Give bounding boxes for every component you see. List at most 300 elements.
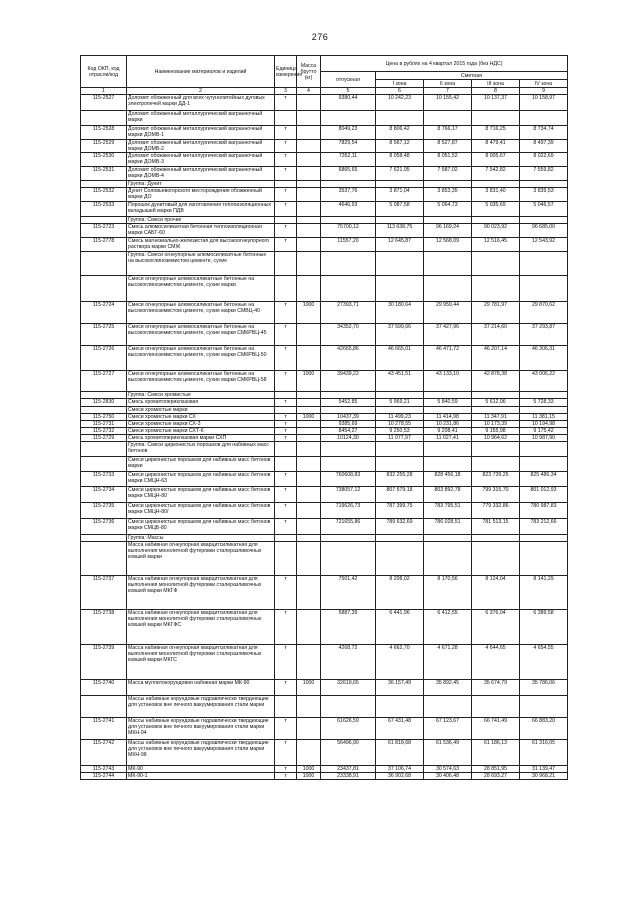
cell-name: Массы набивные корундовые гидравлически твердеющие для установок вне печного вакуумирования стали марки МКН-98 [127, 740, 275, 766]
table-row [81, 392, 568, 399]
cell-name: Смеси огнеупорные алюмосиликатные бетонные на высокоглиноземистом цементе, сухие марки СМКРВЦ-50 [127, 346, 275, 371]
cell-zone-4-price: 11 381,15 [520, 414, 568, 421]
table-row [81, 472, 568, 487]
cell-zone-2-price: 11 027,41 [424, 435, 472, 442]
cell-code: 115-2725 [81, 324, 127, 346]
cell-release-price [321, 442, 376, 457]
cell-zone-1-price: 8 806,42 [376, 126, 424, 140]
cell-unit: т [275, 346, 297, 371]
cell-zone-3-price: 7 542,82 [472, 167, 520, 181]
cell-zone-4-price: 46 306,31 [520, 346, 568, 371]
table-row [81, 140, 568, 153]
cell-name: Смеси огнеупорные алюмосиликатные бетонные на высокоглиноземистом цементе, сухие марки СМКРВЦ-45 [127, 324, 275, 346]
cell-zone-1-price: 37 599,66 [376, 324, 424, 346]
cell-unit: т [275, 519, 297, 535]
cell-mass [297, 252, 321, 276]
cell-zone-3-price [472, 457, 520, 472]
cell-zone-4-price [520, 392, 568, 399]
cell-unit: т [275, 95, 297, 111]
cell-unit: т [275, 302, 297, 324]
cell-zone-1-price: 789 632,69 [376, 519, 424, 535]
cell-zone-1-price: 113 638,75 [376, 224, 424, 238]
cell-unit [275, 407, 297, 414]
cell-unit [275, 252, 297, 276]
table-row [81, 442, 568, 457]
cell-release-price: 10437,39 [321, 414, 376, 421]
cell-zone-3-price: 8 716,25 [472, 126, 520, 140]
table-row [81, 252, 568, 276]
cell-code [81, 217, 127, 224]
cell-zone-1-price: 8 567,12 [376, 140, 424, 153]
cell-unit: т [275, 645, 297, 680]
cell-zone-2-price: 96 169,24 [424, 224, 472, 238]
cell-zone-3-price [472, 252, 520, 276]
table-row [81, 740, 568, 766]
table-row [81, 224, 568, 238]
cell-name: Доломит обожженный для всех чугунолитейных дуговых электропечей марки ДД-1 [127, 95, 275, 111]
cell-release-price: 5887,39 [321, 610, 376, 645]
header-zone-2: II зона [424, 80, 472, 88]
column-index: 7 [424, 88, 472, 95]
table-row [81, 95, 568, 111]
cell-mass: 1000 [297, 766, 321, 773]
cell-code: 115-2750 [81, 414, 127, 421]
cell-name: Доломит обожженный металлургический вагранночный марки ДОМВ-2 [127, 140, 275, 153]
cell-release-price: 27393,71 [321, 302, 376, 324]
cell-zone-2-price: 12 568,09 [424, 238, 472, 252]
cell-zone-3-price: 799 315,70 [472, 487, 520, 503]
header-release: отпускная [321, 72, 376, 88]
cell-code: 115-2736 [81, 519, 127, 535]
cell-release-price: 8454,27 [321, 428, 376, 435]
cell-zone-1-price: 5 087,58 [376, 202, 424, 217]
table-row [81, 238, 568, 252]
cell-zone-1-price: 43 451,51 [376, 371, 424, 392]
cell-release-price: 7501,42 [321, 576, 376, 610]
cell-release-price: 3537,76 [321, 188, 376, 202]
cell-code [81, 252, 127, 276]
cell-zone-4-price: 5 046,57 [520, 202, 568, 217]
table-row [81, 696, 568, 718]
cell-zone-1-price [376, 535, 424, 542]
header-zone-3: III зона [472, 80, 520, 88]
cell-mass [297, 472, 321, 487]
cell-name: Смеси цирконистых порошков для набивных масс бетонов марки СМЦБ-80 [127, 519, 275, 535]
cell-release-price [321, 276, 376, 302]
cell-zone-2-price: 7 587,02 [424, 167, 472, 181]
cell-zone-1-price: 832 255,28 [376, 472, 424, 487]
header-mass: Масса брутто (кг) [297, 56, 321, 88]
cell-zone-2-price [424, 535, 472, 542]
cell-name: Массы набивные корундовые гидравлически твердеющие для установок вне печного вакуумирования стали марки [127, 696, 275, 718]
cell-code: 115-2742 [81, 740, 127, 766]
cell-unit [275, 696, 297, 718]
cell-zone-4-price: 8 022,69 [520, 153, 568, 167]
cell-name: Смеси цирконистых порошков для набивных масс бетонов марки СМЦН-63 [127, 472, 275, 487]
cell-unit: т [275, 487, 297, 503]
cell-zone-1-price [376, 442, 424, 457]
cell-release-price: 738057,12 [321, 487, 376, 503]
cell-mass: 1000 [297, 773, 321, 780]
cell-zone-2-price: 828 456,18 [424, 472, 472, 487]
cell-zone-2-price: 3 853,35 [424, 188, 472, 202]
cell-zone-4-price: 783 212,66 [520, 519, 568, 535]
cell-code: 115-2529 [81, 140, 127, 153]
cell-zone-2-price: 803 892,78 [424, 487, 472, 503]
cell-code: 115-2724 [81, 302, 127, 324]
cell-zone-3-price [472, 542, 520, 576]
table-row [81, 519, 568, 535]
cell-code: 115-2732 [81, 428, 127, 435]
cell-mass [297, 346, 321, 371]
cell-mass [297, 542, 321, 576]
cell-name: Смеси цирконистых порошков для набивных масс бетонов марки [127, 457, 275, 472]
cell-release-price: 39439,22 [321, 371, 376, 392]
cell-code: 115-2731 [81, 421, 127, 428]
cell-mass [297, 740, 321, 766]
column-index: 3 [275, 88, 297, 95]
cell-zone-4-price: 29 870,62 [520, 302, 568, 324]
header-name: Наименование материалов и изделий [127, 56, 275, 88]
cell-name: Масса набивная огнеупорная кварцитсиликатная для выполнения монолитной футеровки сталеразливочных ковшей марки МКГФ [127, 576, 275, 610]
cell-release-price: 4646,93 [321, 202, 376, 217]
cell-zone-3-price: 66 741,49 [472, 718, 520, 740]
cell-code: 115-2723 [81, 224, 127, 238]
table-row [81, 181, 568, 188]
cell-unit [275, 181, 297, 188]
cell-release-price: 23338,91 [321, 773, 376, 780]
cell-zone-2-price [424, 457, 472, 472]
cell-zone-3-price: 29 781,97 [472, 302, 520, 324]
cell-code: 115-2727 [81, 371, 127, 392]
cell-unit: т [275, 718, 297, 740]
cell-zone-3-price: 4 644,65 [472, 645, 520, 680]
cell-zone-4-price [520, 542, 568, 576]
cell-name: Смеси цирконистых порошков для набивных масс бетонов марки СМЦН-80 [127, 487, 275, 503]
cell-code [81, 696, 127, 718]
cell-zone-4-price: 43 006,22 [520, 371, 568, 392]
cell-zone-2-price: 43 133,10 [424, 371, 472, 392]
cell-code [81, 457, 127, 472]
cell-unit: т [275, 202, 297, 217]
cell-unit: т [275, 414, 297, 421]
cell-zone-2-price [424, 442, 472, 457]
table-row [81, 407, 568, 414]
cell-zone-1-price [376, 542, 424, 576]
cell-name: МК-90 [127, 766, 275, 773]
cell-zone-4-price: 8 141,29 [520, 576, 568, 610]
cell-zone-3-price: 11 347,91 [472, 414, 520, 421]
cell-zone-3-price [472, 111, 520, 126]
table-row [81, 435, 568, 442]
cell-mass [297, 442, 321, 457]
cell-zone-3-price: 8 005,67 [472, 153, 520, 167]
cell-zone-2-price: 5 840,59 [424, 399, 472, 407]
cell-zone-2-price: 786 028,51 [424, 519, 472, 535]
cell-unit: т [275, 399, 297, 407]
cell-zone-3-price: 12 516,45 [472, 238, 520, 252]
table-row [81, 167, 568, 181]
cell-name: МК-90-1 [127, 773, 275, 780]
table-row [81, 535, 568, 542]
cell-zone-4-price: 61 316,05 [520, 740, 568, 766]
cell-zone-1-price: 36 902,68 [376, 773, 424, 780]
cell-zone-4-price [520, 111, 568, 126]
cell-zone-1-price [376, 252, 424, 276]
cell-name: Доломит обожженный металлургический вагранночный марки ДОМВ-4 [127, 167, 275, 181]
cell-zone-4-price: 6 389,58 [520, 610, 568, 645]
cell-mass: 1000 [297, 302, 321, 324]
cell-mass [297, 645, 321, 680]
cell-zone-4-price: 30 968,21 [520, 773, 568, 780]
cell-code [81, 535, 127, 542]
cell-zone-1-price: 46 665,01 [376, 346, 424, 371]
column-index: 9 [520, 88, 568, 95]
cell-zone-1-price: 10 242,23 [376, 95, 424, 111]
cell-zone-4-price [520, 276, 568, 302]
cell-zone-2-price: 10 155,42 [424, 95, 472, 111]
cell-zone-1-price [376, 276, 424, 302]
cell-mass [297, 457, 321, 472]
cell-mass [297, 696, 321, 718]
cell-name: Смесь хромитопериклазовая марки СХП [127, 435, 275, 442]
table-row [81, 718, 568, 740]
cell-zone-2-price: 37 427,96 [424, 324, 472, 346]
price-table [80, 55, 568, 780]
cell-unit: т [275, 153, 297, 167]
cell-release-price [321, 181, 376, 188]
cell-zone-2-price [424, 217, 472, 224]
table-row [81, 542, 568, 576]
cell-unit: т [275, 680, 297, 696]
cell-code: 115-2533 [81, 202, 127, 217]
table-row [81, 371, 568, 392]
cell-zone-1-price: 807 579,18 [376, 487, 424, 503]
cell-code: 115-2744 [81, 773, 127, 780]
table-row [81, 188, 568, 202]
cell-unit: т [275, 188, 297, 202]
column-index: 6 [376, 88, 424, 95]
cell-code [81, 542, 127, 576]
cell-zone-1-price [376, 696, 424, 718]
cell-zone-1-price: 67 431,48 [376, 718, 424, 740]
cell-unit: т [275, 435, 297, 442]
cell-zone-3-price: 8 124,04 [472, 576, 520, 610]
cell-zone-2-price [424, 542, 472, 576]
cell-release-price: 11557,20 [321, 238, 376, 252]
cell-release-price [321, 535, 376, 542]
cell-code [81, 442, 127, 457]
cell-release-price: 9385,69 [321, 421, 376, 428]
cell-zone-4-price: 7 559,82 [520, 167, 568, 181]
cell-unit: т [275, 428, 297, 435]
cell-zone-3-price: 8 479,41 [472, 140, 520, 153]
table-row [81, 680, 568, 696]
cell-unit: т [275, 576, 297, 610]
cell-name: Смеси огнеупорные алюмосиликатные бетонные на высокоглиноземистом цементе, сухие марки [127, 276, 275, 302]
table-row [81, 276, 568, 302]
cell-unit: т [275, 773, 297, 780]
cell-code: 115-2739 [81, 645, 127, 680]
cell-zone-1-price: 11 077,97 [376, 435, 424, 442]
cell-zone-1-price: 787 399,75 [376, 503, 424, 519]
cell-zone-4-price: 9 175,42 [520, 428, 568, 435]
cell-zone-3-price: 6 376,04 [472, 610, 520, 645]
cell-code: 115-2778 [81, 238, 127, 252]
cell-code: 115-2737 [81, 576, 127, 610]
cell-mass [297, 276, 321, 302]
cell-zone-3-price: 5 035,69 [472, 202, 520, 217]
cell-zone-3-price: 61 186,13 [472, 740, 520, 766]
cell-zone-3-price [472, 392, 520, 399]
cell-zone-3-price [472, 217, 520, 224]
cell-unit: т [275, 238, 297, 252]
cell-zone-2-price: 29 959,44 [424, 302, 472, 324]
cell-zone-1-price: 7 621,95 [376, 167, 424, 181]
cell-zone-3-price [472, 276, 520, 302]
cell-mass [297, 399, 321, 407]
table-body [81, 95, 568, 780]
cell-zone-2-price: 8 051,52 [424, 153, 472, 167]
cell-zone-4-price: 31 139,47 [520, 766, 568, 773]
cell-zone-1-price: 37 106,74 [376, 766, 424, 773]
cell-zone-4-price [520, 217, 568, 224]
cell-mass [297, 167, 321, 181]
cell-zone-4-price [520, 407, 568, 414]
cell-code: 115-2527 [81, 95, 127, 111]
cell-code [81, 276, 127, 302]
cell-unit: т [275, 610, 297, 645]
table-row [81, 324, 568, 346]
cell-zone-4-price: 3 839,53 [520, 188, 568, 202]
cell-unit: т [275, 503, 297, 519]
column-index: 5 [321, 88, 376, 95]
cell-mass [297, 126, 321, 140]
cell-zone-4-price: 96 685,00 [520, 224, 568, 238]
cell-mass [297, 217, 321, 224]
cell-zone-2-price: 46 471,72 [424, 346, 472, 371]
page-number: 276 [311, 32, 329, 42]
cell-zone-2-price: 10 231,86 [424, 421, 472, 428]
cell-zone-4-price: 35 786,06 [520, 680, 568, 696]
cell-name: Смеси хромистые марки СХ [127, 414, 275, 421]
cell-unit [275, 392, 297, 399]
cell-code: 115-2735 [81, 503, 127, 519]
cell-zone-4-price: 37 293,87 [520, 324, 568, 346]
cell-release-price: 7829,54 [321, 140, 376, 153]
table-row [81, 111, 568, 126]
cell-zone-3-price: 10 137,37 [472, 95, 520, 111]
table-row [81, 773, 568, 780]
cell-name: Группа: Смеси огнеупорные алюмосиликатные бетонные на высокоглиноземистом цементе, сухие [127, 252, 275, 276]
cell-release-price: 719626,73 [321, 503, 376, 519]
cell-zone-3-price [472, 442, 520, 457]
cell-zone-1-price [376, 457, 424, 472]
cell-mass [297, 324, 321, 346]
cell-zone-4-price: 8 734,74 [520, 126, 568, 140]
cell-name: Масса набивная огнеупорная кварцитсиликатная для выполнения монолитной футеровки сталеразливочных ковшей марки МКГФС [127, 610, 275, 645]
cell-zone-4-price: 10 158,97 [520, 95, 568, 111]
cell-code: 115-2830 [81, 399, 127, 407]
cell-mass [297, 487, 321, 503]
cell-zone-3-price: 779 332,86 [472, 503, 520, 519]
cell-zone-3-price [472, 407, 520, 414]
cell-code: 115-2532 [81, 188, 127, 202]
cell-unit [275, 217, 297, 224]
cell-release-price: 34352,70 [321, 324, 376, 346]
cell-zone-1-price [376, 217, 424, 224]
cell-zone-3-price [472, 535, 520, 542]
cell-zone-4-price: 801 012,93 [520, 487, 568, 503]
cell-zone-3-price: 9 155,98 [472, 428, 520, 435]
cell-zone-2-price: 67 123,67 [424, 718, 472, 740]
cell-code: 115-2733 [81, 472, 127, 487]
cell-name: Масса набивная огнеупорная кварцитсиликатная для выполнения монолитной футеровки сталеразливочных ковшей марки МКГС [127, 645, 275, 680]
cell-zone-3-price [472, 181, 520, 188]
cell-mass [297, 610, 321, 645]
column-index: 2 [127, 88, 275, 95]
cell-zone-1-price [376, 111, 424, 126]
cell-name: Смеси огнеупорные алюмосиликатные бетонные на высокоглиноземистом цементе, сухие марки СМКРВЦ-58 [127, 371, 275, 392]
cell-code: 115-2740 [81, 680, 127, 696]
column-index: 8 [472, 88, 520, 95]
cell-code [81, 181, 127, 188]
cell-unit [275, 276, 297, 302]
cell-release-price: 61626,59 [321, 718, 376, 740]
header-zone-1: I зона [376, 80, 424, 88]
cell-zone-3-price: 90 023,92 [472, 224, 520, 238]
cell-name: Смеси огнеупорные алюмосиликатные бетонные на высокоглиноземистом цементе, сухие марки СМВЦ-40 [127, 302, 275, 324]
cell-zone-4-price: 66 883,20 [520, 718, 568, 740]
cell-release-price: 23437,81 [321, 766, 376, 773]
cell-release-price: 7352,11 [321, 153, 376, 167]
cell-mass [297, 202, 321, 217]
cell-mass [297, 181, 321, 188]
cell-zone-3-price: 28 693,27 [472, 773, 520, 780]
cell-zone-2-price: 35 892,45 [424, 680, 472, 696]
cell-name: Группа: Смеси хромистые [127, 392, 275, 399]
cell-unit: т [275, 126, 297, 140]
cell-release-price: 5452,85 [321, 399, 376, 407]
table-row [81, 126, 568, 140]
cell-zone-4-price: 8 497,39 [520, 140, 568, 153]
cell-name: Массы набивные корундовые гидравлически твердеющие для установок вне печного вакуумирования стали марки МКН-94 [127, 718, 275, 740]
cell-unit: т [275, 740, 297, 766]
cell-zone-1-price [376, 407, 424, 414]
cell-mass [297, 224, 321, 238]
header-zone-4: IV зона [520, 80, 568, 88]
cell-zone-3-price: 42 878,38 [472, 371, 520, 392]
cell-code [81, 407, 127, 414]
cell-code [81, 392, 127, 399]
cell-mass [297, 140, 321, 153]
table-row [81, 399, 568, 407]
cell-zone-2-price [424, 696, 472, 718]
table-row [81, 766, 568, 773]
cell-zone-4-price: 4 654,55 [520, 645, 568, 680]
cell-zone-1-price: 36 157,49 [376, 680, 424, 696]
header-price-group: Цена в рублях на 4 квартал 2015 года (без НДС) [321, 56, 568, 72]
cell-zone-2-price: 783 795,51 [424, 503, 472, 519]
cell-zone-2-price [424, 111, 472, 126]
cell-name: Доломит обожженный металлургический вагранночный марки ДОМВ-1 [127, 126, 275, 140]
cell-zone-4-price: 825 486,34 [520, 472, 568, 487]
cell-code: 115-2530 [81, 153, 127, 167]
cell-release-price: 32619,65 [321, 680, 376, 696]
cell-unit: т [275, 371, 297, 392]
cell-unit: т [275, 324, 297, 346]
cell-name: Смеси хромистые марки СХТ-6 [127, 428, 275, 435]
